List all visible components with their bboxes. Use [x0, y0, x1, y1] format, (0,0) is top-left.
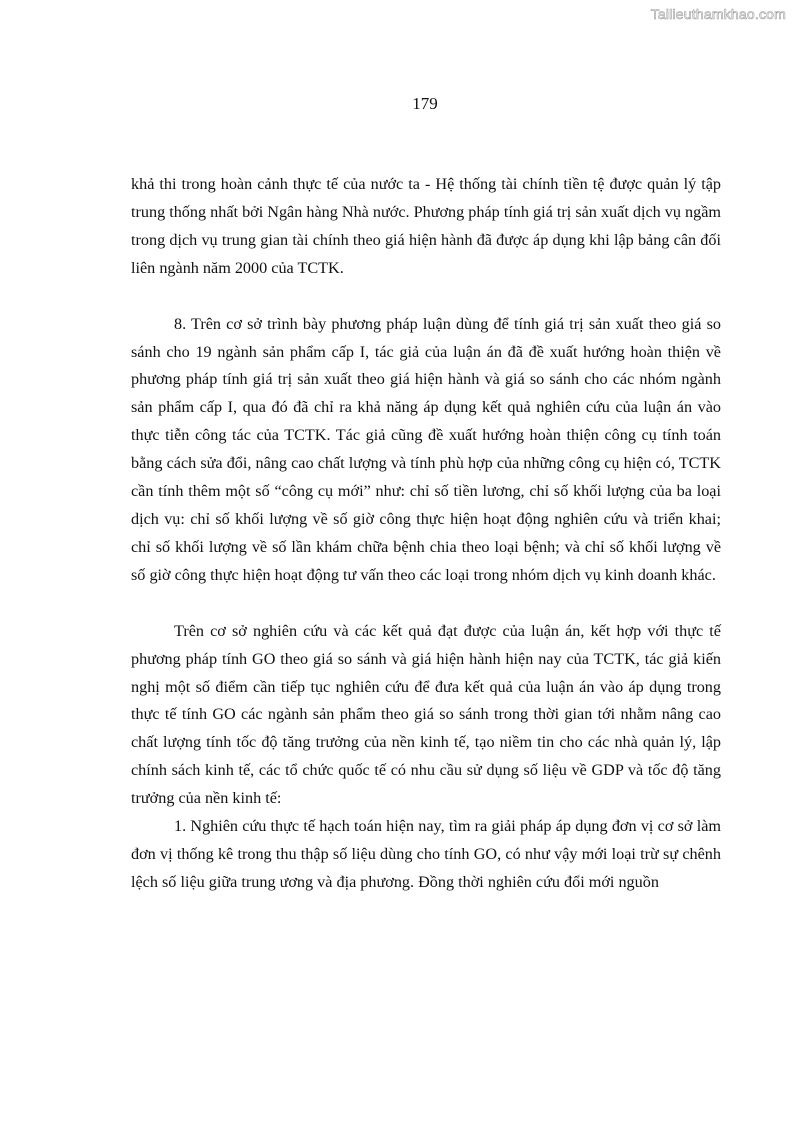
- watermark-text: Tailieuthamkhao.com: [650, 6, 786, 22]
- document-body: [131, 171, 721, 897]
- page-number: 179: [412, 94, 438, 113]
- paragraph-recommendations-intro: Trên cơ sở nghiên cứu và các kết quả đạt được của luận án, kết hợp với thực tế phương pháp tính GO theo giá so sánh và giá hiện hành hiện nay của TCTK, tác giả kiến nghị một số điểm cần tiếp tục nghiên cứu để đưa kết quả của luận án vào áp dụng trong thực tế tính GO các ngành sản phẩm theo giá so sánh trong thời gian tới nhằm nâng cao chất lượng tính tốc độ tăng trưởng của nền kinh tế, tạo niềm tin cho các nhà quản lý, lập chính sách kinh tế, các tổ chức quốc tế có nhu cầu sử dụng số liệu về GDP và tốc độ tăng trưởng của nền kinh tế:: [131, 621, 721, 808]
- paragraph-item-8: 8. Trên cơ sở trình bày phương pháp luận dùng để tính giá trị sản xuất theo giá so sánh cho 19 ngành sản phẩm cấp I, tác giả của luận án đã đề xuất hướng hoàn thiện về phương pháp tính giá trị sản xuất theo giá hiện hành và giá so sánh cho các nhóm ngành sản phẩm cấp I, qua đó đã chỉ ra khả năng áp dụng kết quả nghiên cứu của luận án vào thực tiễn công tác của TCTK. Tác giả cũng đề xuất hướng hoàn thiện công cụ tính toán bằng cách sửa đổi, nâng cao chất lượng và tính phù hợp của những công cụ hiện có, TCTK cần tính thêm một số “công cụ mới” như: chỉ số tiền lương, chỉ số khối lượng của ba loại dịch vụ: chỉ số khối lượng về số giờ công thực hiện hoạt động nghiên cứu và triển khai; chỉ số khối lượng về số lần khám chữa bệnh chia theo loại bệnh; và chỉ số khối lượng về số giờ công thực hiện hoạt động tư vấn theo các loại trong nhóm dịch vụ kinh doanh khác.: [131, 314, 721, 584]
- paragraph-continuation: khả thi trong hoàn cảnh thực tế của nước ta - Hệ thống tài chính tiền tệ được quản lý tập trung thống nhất bởi Ngân hàng Nhà nước. Phương pháp tính giá trị sản xuất dịch vụ ngầm trong dịch vụ trung gian tài chính theo giá hiện hành đã được áp dụng khi lập bảng cân đối liên ngành năm 2000 của TCTK.: [131, 175, 721, 277]
- paragraph-recommendation-1: 1. Nghiên cứu thực tế hạch toán hiện nay, tìm ra giải pháp áp dụng đơn vị cơ sở làm đơn vị thống kê trong thu thập số liệu dùng cho tính GO, có như vậy mới loại trừ sự chênh lệch số liệu giữa trung ương và địa phương. Đồng thời nghiên cứu đổi mới nguồn: [131, 817, 721, 891]
